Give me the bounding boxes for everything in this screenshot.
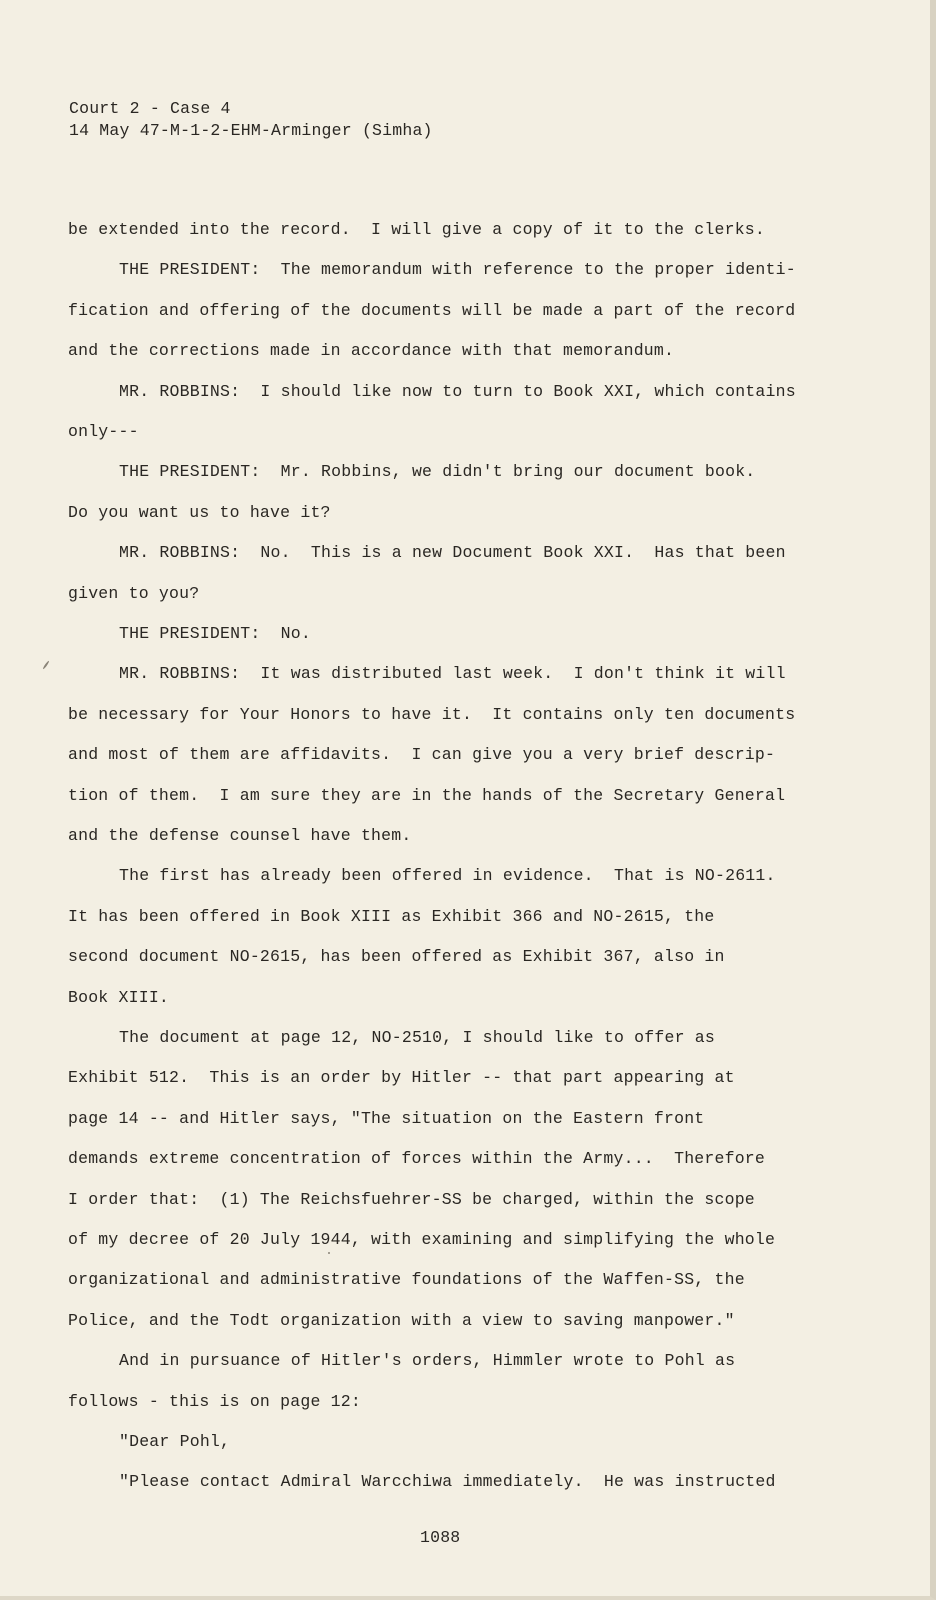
header-session-code: 14 May 47-M-1-2-EHM-Arminger (Simha) [69,121,433,140]
paper-speck [42,660,49,669]
transcript-line: only--- [68,422,139,441]
transcript-line: page 14 -- and Hitler says, "The situation on the Eastern front [68,1108,705,1128]
transcript-line: MR. ROBBINS: It was distributed last week. I don't think it will [119,664,786,684]
transcript-line: follows - this is on page 12: [68,1391,361,1411]
transcript-line: THE PRESIDENT: Mr. Robbins, we didn't bring our document book. [119,462,756,482]
transcript-line: be extended into the record. I will give a copy of it to the clerks. [68,220,766,239]
transcript-line: THE PRESIDENT: No. [119,624,311,643]
transcript-line: fication and offering of the documents will be made a part of the record [68,300,796,320]
transcript-line: It has been offered in Book XIII as Exhibit 366 and NO-2615, the [68,906,715,926]
transcript-line: Book XIII. [68,987,170,1007]
transcript-line: Police, and the Todt organization with a view to saving manpower." [68,1310,735,1330]
transcript-line: "Please contact Admiral Warcchiwa immediately. He was instructed [119,1472,776,1492]
transcript-line: THE PRESIDENT: The memorandum with reference to the proper identi- [119,260,796,280]
transcript-line: Exhibit 512. This is an order by Hitler -- that part appearing at [68,1068,735,1088]
page-number: 1088 [420,1528,461,1547]
transcript-line: second document NO-2615, has been offered as Exhibit 367, also in [68,947,725,967]
transcript-line: be necessary for Your Honors to have it. It contains only ten documents [68,704,796,724]
transcript-line: and the defense counsel have them. [68,826,412,845]
transcript-line: The document at page 12, NO-2510, I should like to offer as [119,1028,715,1047]
transcript-line: demands extreme concentration of forces within the Army... Therefore [68,1149,766,1169]
transcript-line: The first has already been offered in evidence. That is NO-2611. [119,866,776,886]
paper-speck [328,1252,330,1254]
header-court-case: Court 2 - Case 4 [69,99,231,118]
transcript-line: given to you? [68,583,200,603]
transcript-line: "Dear Pohl, [119,1432,231,1451]
transcript-line: tion of them. I am sure they are in the hands of the Secretary General [68,785,786,805]
transcript-line: of my decree of 20 July 1944, with examining and simplifying the whole [68,1230,776,1249]
transcript-line: organizational and administrative foundations of the Waffen-SS, the [68,1270,745,1290]
transcript-line: Do you want us to have it? [68,502,331,522]
transcript-line: I order that: (1) The Reichsfuehrer-SS be charged, within the scope [68,1189,755,1209]
transcript-line: MR. ROBBINS: No. This is a new Document Book XXI. Has that been [119,543,786,563]
transcript-line: and the corrections made in accordance with that memorandum. [68,341,675,361]
transcript-line: And in pursuance of Hitler's orders, Himmler wrote to Pohl as [119,1351,736,1371]
header-block [69,98,433,142]
transcript-line: MR. ROBBINS: I should like now to turn to Book XXI, which contains [119,381,796,401]
transcript-line: and most of them are affidavits. I can give you a very brief descrip- [68,745,776,765]
